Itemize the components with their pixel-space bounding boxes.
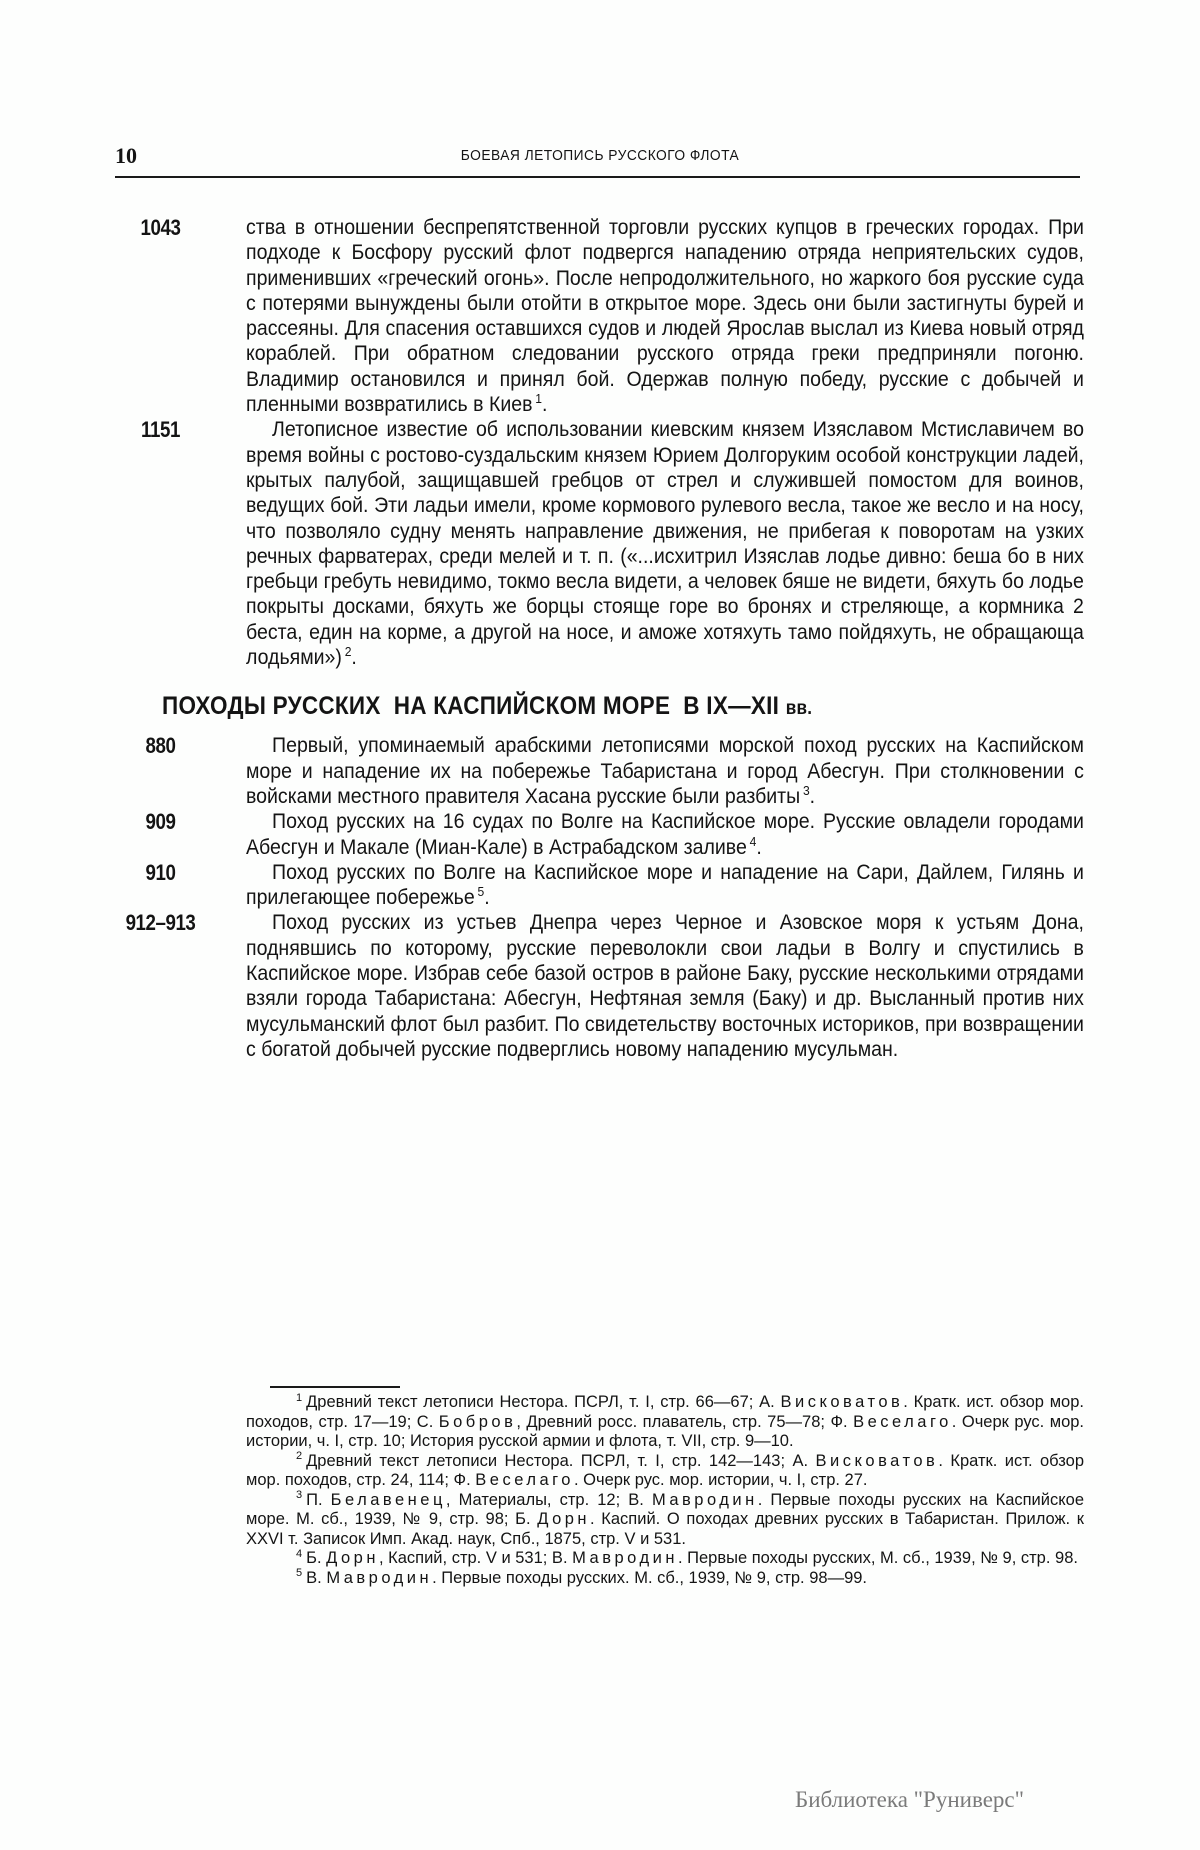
entry-body: Летописное известие об использовании киевским князем Изяславом Мстиславичем во время войны с ростово-суздальским князем Юрием Долгоруким особой конструкции ладей, крытых палубой, защищавшей гребцов от стрел и служившей помостом для воинов, ведущих бой. Эти ладьи имели, кроме кормового рулевого весла, такое же весло и на носу, что позволяло судну менять направление движения, не прибегая к поворотам на узких речных фарватерах, среди мелей и т. п. («...исхитрил Изяслав лодье дивно: беша бо в них гребьци гребуть невидимо, токмо весла видети, а человек бяше не видети, бяхуть бо лодье покрыты досками, бяхуть же борцы стояще горе во бронях и стреляюще, а кормника 2 беста, един на корме, а другой на носе, и аможе хотяхуть тамо пойдяхуть, не обращающа лодьями») xyxy=(246,418,1084,670)
footnote-rule xyxy=(270,1386,400,1388)
chronicle-entry xyxy=(0,733,1200,809)
period: . xyxy=(351,646,357,670)
entry-year: 909 xyxy=(145,809,176,835)
footnote-number: 5 xyxy=(296,1567,303,1579)
footnote xyxy=(246,1549,1084,1569)
footnote xyxy=(246,1569,1084,1589)
entry-text xyxy=(246,417,1084,670)
footnote-text: , Материалы, стр. 12; В. xyxy=(445,1490,652,1509)
footnote-text: . Первые походы русских на Каспийское море. М. сб., 1939, № 9, стр. 98; Б. xyxy=(246,1490,1084,1528)
footnote xyxy=(246,1452,1084,1491)
entry-text xyxy=(246,860,1084,911)
author-name: Дорн xyxy=(326,1549,379,1567)
main-text xyxy=(0,215,1200,1062)
footnote-number: 3 xyxy=(296,1489,303,1501)
author-name: Веселаго xyxy=(853,1412,952,1431)
author-name: Белавенец xyxy=(330,1490,446,1509)
footnote-text: , Каспий, стр. V и 531; В. xyxy=(378,1549,573,1567)
footnote-text: . Первые походы русских. М. сб., 1939, № 9, стр. 98—99. xyxy=(432,1568,868,1587)
footnote-text: . Кратк. ист. обзор мор. походов, стр. 17—19; С. xyxy=(246,1393,1084,1431)
footnote-text: . Очерк рус. мор. истории, ч. I, стр. 27. xyxy=(573,1471,868,1489)
section-title xyxy=(0,692,1080,721)
period: . xyxy=(809,784,816,808)
chronicle-entry xyxy=(0,417,1200,670)
page-number: 10 xyxy=(115,143,137,168)
entry-text xyxy=(246,809,1084,860)
footnote-reference[interactable]: 4 xyxy=(749,833,757,849)
author-name: Висковатов xyxy=(815,1451,939,1470)
footnote-text: Б. xyxy=(306,1549,327,1567)
footnote-reference[interactable]: 2 xyxy=(344,644,352,660)
footnote-text: . Кратк. ист. обзор мор. походов, стр. 24, 114; Ф. xyxy=(246,1451,1084,1489)
entry-year: 1043 xyxy=(140,215,181,240)
author-name: Бобров xyxy=(438,1412,517,1431)
footnote-text: , Древний росс. плаватель, стр. 75—78; Ф. xyxy=(516,1412,854,1431)
period: . xyxy=(484,886,490,910)
author-name: Мавродин xyxy=(326,1568,433,1587)
section-title-main: ПОХОДЫ РУССКИХ НА КАСПИЙСКОМ МОРЕ В IX—XII xyxy=(162,692,780,721)
running-title: БОЕВАЯ ЛЕТОПИСЬ РУССКОГО ФЛОТА xyxy=(460,147,740,164)
author-name: Мавродин xyxy=(572,1549,678,1567)
period: . xyxy=(542,393,548,417)
chronicle-entry xyxy=(0,215,1200,417)
entries-part-2 xyxy=(0,733,1200,1062)
entry-year: 912–913 xyxy=(125,910,196,936)
entry-year: 910 xyxy=(145,859,176,885)
entry-year: 880 xyxy=(145,733,176,759)
entry-body: Поход русских по Волге на Каспийское море и нападение на Сари, Дайлем, Гилянь и прилегающее побережье xyxy=(246,860,1084,910)
watermark: Библиотека "Руниверс" xyxy=(795,1787,1025,1812)
section-title-suffix: вв. xyxy=(785,698,813,720)
footnote-text: Древний текст летописи Нестора. ПСРЛ, т. I, стр. 142—143; А. xyxy=(306,1451,816,1470)
entry-text xyxy=(246,215,1084,417)
entry-body: ства в отношении беспрепятственной торговли русских купцов в греческих городах. При подходе к Босфору русский флот подвергся нападению отряда неприятельских судов, применивших «греческий огонь». После непродолжительного, но жаркого боя русские суда с потерями вынуждены были отойти в открытое море. Здесь они были застигнуты бурей и рассеяны. Для спасения оставшихся судов и людей Ярослав выслал из Киева новый отряд кораблей. При обратном следовании русского отряда греки предприняли погоню. Владимир остановился и принял бой. Одержав полную победу, русские с добычей и пленными возвратились в Киев xyxy=(246,216,1084,417)
footnote xyxy=(246,1393,1084,1452)
header-rule xyxy=(115,176,1080,178)
entry-year: 1151 xyxy=(141,417,180,443)
chronicle-entry xyxy=(0,860,1200,911)
footnote-reference[interactable]: 5 xyxy=(477,884,485,900)
footnote-text: . Первые походы русских, М. сб., 1939, № 9, стр. 98. xyxy=(677,1549,1078,1567)
chronicle-entry xyxy=(0,809,1200,860)
entry-text xyxy=(246,910,1084,1062)
author-name: Висковатов xyxy=(780,1393,904,1411)
chronicle-entry xyxy=(0,910,1200,1062)
footnote-number: 2 xyxy=(296,1450,303,1462)
footnote-number: 4 xyxy=(296,1547,303,1560)
entries-part-1 xyxy=(0,215,1200,670)
footnote-number: 1 xyxy=(296,1391,303,1404)
footnote xyxy=(246,1491,1084,1550)
entry-body: Поход русских из устьев Днепра через Черное и Азовское моря к устьям Дона, поднявшись по которому, русские переволокли свои ладьи в Волгу и спустились в Каспийское море. Избрав себе базой остров в районе Баку, русские несколькими отрядами взяли города Табаристана: Абесгун, Нефтяная земля (Баку) и др. Высланный против них мусульманский флот был разбит. По свидетельству восточных историков, при возвращении с богатой добычей русские подверглись новому нападению мусульман. xyxy=(246,911,1084,1061)
footnote-text: . Очерк рус. мор. истории, ч. I, стр. 10; История русской армии и флота, т. VII, стр. 9—10. xyxy=(246,1412,1085,1450)
author-name: Веселаго xyxy=(475,1471,574,1489)
footnote-text: В. xyxy=(306,1568,327,1587)
footnote-reference[interactable]: 1 xyxy=(535,391,543,407)
entry-body: Поход русских на 16 судах по Волге на Каспийское море. Русские овладели городами Абесгун и Макале (Миан-Кале) в Астрабадском заливе xyxy=(246,810,1084,859)
entry-body: Первый, упоминаемый арабскими летописями морской поход русских на Каспийском море и нападение их на побережье Табаристана и город Абесгун. При столкновении с войсками местного правителя Хасана русские были разбиты xyxy=(246,734,1084,808)
period: . xyxy=(756,835,762,859)
author-name: Дорн xyxy=(537,1510,591,1528)
footnote-text: . Каспий. О походах древних русских в Табаристан. Прилож. к XXVI т. Записок Имп. Акад. наук, Спб., 1875, стр. V и 531. xyxy=(246,1510,1084,1548)
footnote-reference[interactable]: 3 xyxy=(802,782,810,798)
footnote-text: Древний текст летописи Нестора. ПСРЛ, т. I, стр. 66—67; А. xyxy=(306,1393,781,1411)
footnote-text: П. xyxy=(306,1490,331,1509)
entry-text xyxy=(246,733,1084,809)
author-name: Мавродин xyxy=(651,1490,758,1509)
footnotes xyxy=(246,1393,1084,1588)
